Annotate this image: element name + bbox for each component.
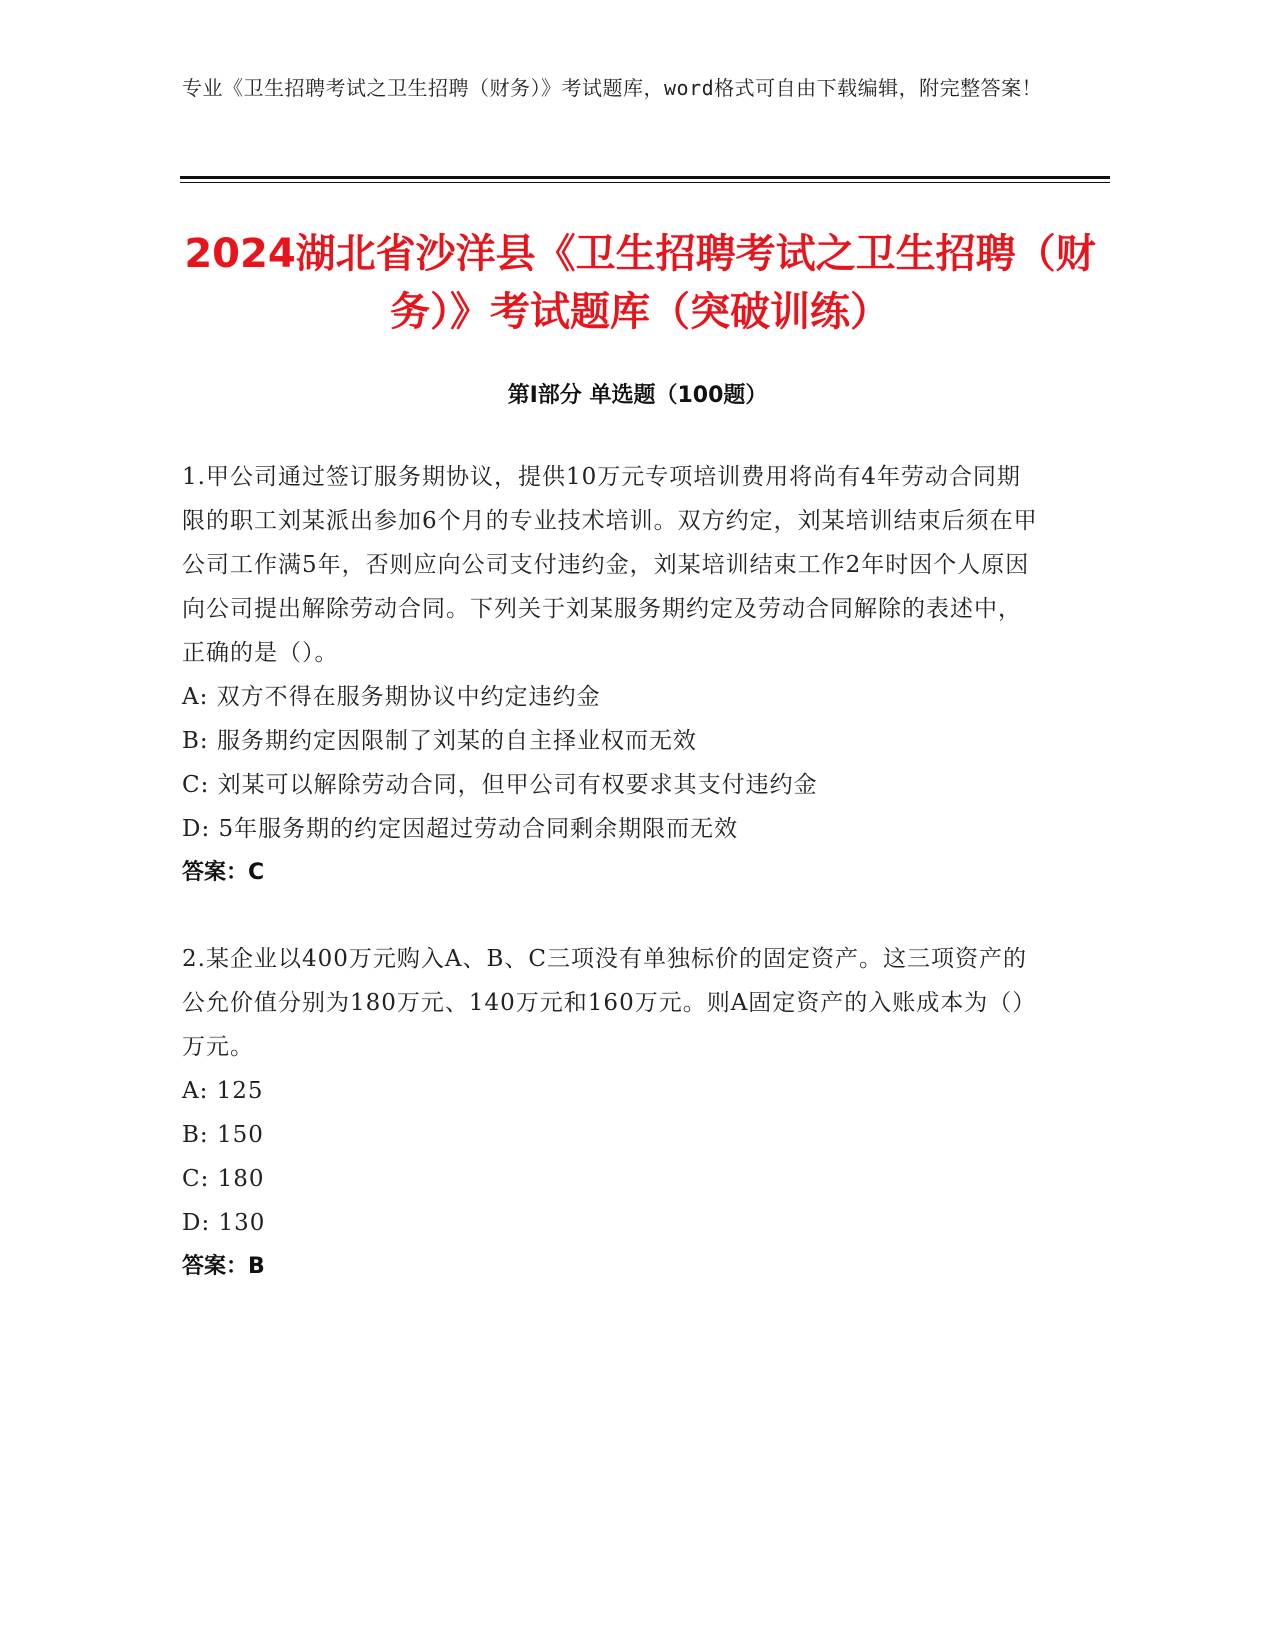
option-c: C: 刘某可以解除劳动合同，但甲公司有权要求其支付违约金: [182, 772, 818, 798]
option-a: A: 双方不得在服务期协议中约定违约金: [182, 684, 601, 710]
header-divider-thin: [180, 182, 1110, 183]
answer-label: 答案：C: [182, 860, 265, 885]
section-title: 第Ⅰ部分 单选题（100题）: [507, 383, 768, 408]
option-b: B: 150: [182, 1122, 264, 1148]
option-b: B: 服务期约定因限制了刘某的自主择业权而无效: [182, 728, 697, 754]
question-stem: 2.某企业以400万元购入A、B、C三项没有单独标价的固定资产。这三项资产的公允价值分别为180万元、140万元和160万元。则A固定资产的入账成本为（）万元。: [182, 946, 1037, 1060]
header-note: 专业《卫生招聘考试之卫生招聘（财务）》考试题库，word格式可自由下载编辑，附完整答案！: [182, 76, 1043, 100]
option-a: A: 125: [182, 1078, 264, 1104]
question-2: [182, 937, 1042, 1289]
question-1: [182, 455, 1042, 895]
option-d: D: 5年服务期的约定因超过劳动合同剩余期限而无效: [182, 816, 739, 842]
question-stem: 1.甲公司通过签订服务期协议，提供10万元专项培训费用将尚有4年劳动合同期限的职工刘某派出参加6个月的专业技术培训。双方约定，刘某培训结束后须在甲公司工作满5年，否则应向公司支付违约金，刘某培训结束工作2年时因个人原因向公司提出解除劳动合同。下列关于刘某服务期约定及劳动合同解除的表述中，正确的是（）。: [182, 464, 1038, 666]
header-divider-thick: [180, 176, 1110, 179]
document-title: 2024湖北省沙洋县《卫生招聘考试之卫生招聘（财务）》考试题库（突破训练）: [184, 231, 1096, 335]
answer-label: 答案：B: [182, 1254, 265, 1279]
option-d: D: 130: [182, 1210, 266, 1236]
option-c: C: 180: [182, 1166, 265, 1192]
